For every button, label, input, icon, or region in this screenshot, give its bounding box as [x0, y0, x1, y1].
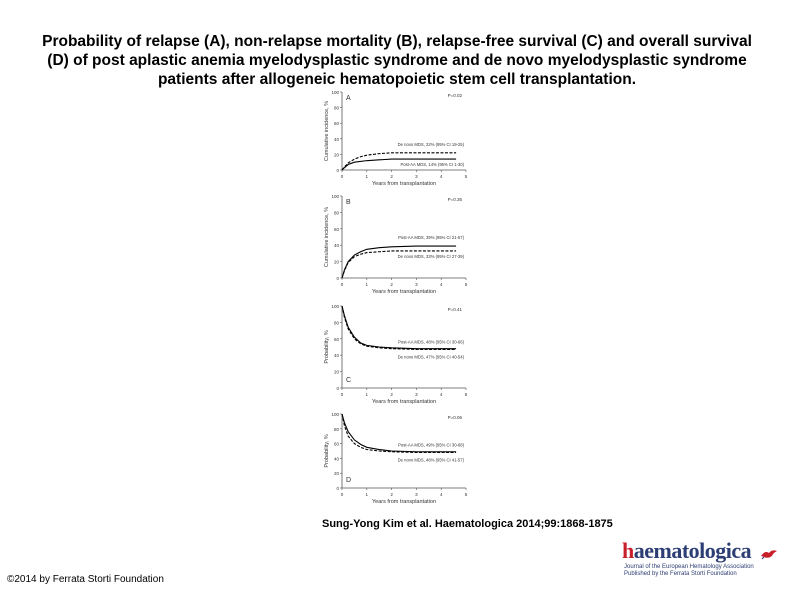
y-tick-label-d: 60 [333, 441, 339, 447]
y-tick-label-b: 60 [333, 226, 339, 232]
y-tick-label-d: 100 [331, 412, 339, 417]
series-label-c-1: De novo MDS, 47% (95% CI 40-54) [397, 354, 464, 360]
p-value-a: P=0.02 [447, 93, 462, 98]
figure-title [20, 32, 774, 89]
y-tick-label-b: 80 [333, 210, 339, 216]
x-tick-label-b: 1 [365, 282, 369, 287]
x-tick-label-b: 4 [439, 282, 443, 287]
panel-letter-c: C [346, 377, 352, 384]
x-tick-label-b: 2 [390, 282, 393, 287]
chart-panel-b [322, 190, 472, 298]
x-tick-label-b: 0 [340, 282, 344, 287]
copyright-notice: ©2014 by Ferrata Storti Foundation [7, 574, 164, 585]
y-tick-label-d: 0 [336, 486, 339, 491]
chart-panel-c [322, 300, 472, 408]
y-tick-label-c: 40 [333, 353, 339, 359]
chart-panel-a [322, 86, 472, 190]
chart-panel-d [322, 408, 472, 508]
y-axis-label-c: Probability, % [324, 330, 330, 364]
x-axis-label-a: Years from transplantation [372, 181, 436, 187]
citation: Sung-Yong Kim et al. Haematologica 2014;99:1868-1875 [322, 518, 613, 530]
series-label-a-1: Post-AA MDS, 14% (95% CI 1-30) [400, 162, 464, 168]
x-tick-label-a: 4 [439, 174, 443, 179]
y-tick-label-b: 0 [336, 276, 339, 281]
haematologica-logo[interactable] [608, 538, 783, 578]
y-tick-label-b: 20 [333, 259, 339, 265]
y-tick-label-d: 40 [333, 456, 339, 462]
x-tick-label-c: 5 [464, 392, 468, 397]
x-tick-label-a: 0 [340, 174, 344, 179]
x-axis-label-b: Years from transplantation [372, 289, 436, 295]
x-tick-label-d: 1 [365, 492, 369, 497]
y-tick-label-c: 100 [331, 304, 339, 309]
y-tick-label-c: 60 [333, 336, 339, 342]
p-value-b: P=0.36 [447, 197, 462, 202]
panel-letter-a: A [346, 95, 351, 102]
x-axis-label-d: Years from transplantation [372, 499, 436, 505]
y-tick-label-b: 100 [331, 194, 339, 199]
x-tick-label-a: 2 [390, 174, 393, 179]
x-tick-label-d: 3 [415, 492, 418, 497]
x-tick-label-c: 4 [439, 392, 443, 397]
x-tick-label-c: 1 [365, 392, 369, 397]
x-axis-label-c: Years from transplantation [372, 399, 436, 405]
logo-word-rest: aematologica [633, 538, 752, 563]
x-tick-label-a: 1 [365, 174, 369, 179]
x-tick-label-c: 0 [340, 392, 344, 397]
x-tick-label-a: 3 [415, 174, 418, 179]
panel-letter-b: B [346, 199, 351, 206]
y-tick-label-a: 100 [331, 90, 339, 95]
series-label-a-0: De novo MDS, 22% (95% CI 19-25) [397, 141, 464, 147]
bird-icon [760, 548, 778, 560]
title-line-1: Probability of relapse (A), non-relapse mortality (B), relapse-free survival (C) and overall survival [42, 33, 752, 50]
x-tick-label-d: 5 [464, 492, 468, 497]
chart-svg-b [322, 190, 472, 298]
logo-subtitle-journal: Journal of the European Hematology Association [624, 564, 754, 570]
y-tick-label-d: 20 [333, 471, 339, 477]
y-tick-label-c: 80 [333, 320, 339, 326]
y-tick-label-b: 40 [333, 243, 339, 249]
series-label-b-1: De novo MDS, 33% (95% CI 27-39) [397, 253, 464, 259]
series-label-d-1: De novo MDS, 48% (95% CI 41-57) [397, 457, 464, 463]
series-label-d-0: Post-AA MDS, 49% (95% CI 30-68) [398, 442, 464, 448]
y-axis-label-d: Probability, % [324, 434, 330, 468]
chart-svg-a [322, 86, 472, 190]
chart-svg-d [322, 408, 472, 508]
y-tick-label-c: 20 [333, 369, 339, 375]
y-tick-label-a: 20 [333, 152, 339, 158]
series-label-c-0: Post-AA MDS, 48% (95% CI 30-66) [398, 339, 464, 345]
y-tick-label-c: 0 [336, 386, 339, 391]
series-label-b-0: Post-AA MDS, 39% (95% CI 21-57) [398, 235, 464, 241]
chart-svg-c [322, 300, 472, 408]
y-axis-label-a: Cumulative incidence, % [324, 100, 330, 162]
logo-wordmark [622, 538, 751, 564]
y-tick-label-a: 80 [333, 105, 339, 111]
title-line-2: (D) of post aplastic anemia myelodysplastic syndrome and de novo myelodysplastic syndrome [47, 52, 747, 69]
y-tick-label-a: 60 [333, 121, 339, 127]
logo-subtitle-publisher: Published by the Ferrata Storti Foundation [624, 571, 737, 577]
title-line-3: patients after allogeneic hematopoietic stem cell transplantation. [157, 71, 637, 88]
x-tick-label-c: 2 [390, 392, 393, 397]
x-tick-label-d: 0 [340, 492, 344, 497]
x-tick-label-b: 3 [415, 282, 418, 287]
panel-letter-d: D [346, 477, 352, 484]
y-axis-label-b: Cumulative incidence, % [324, 206, 330, 268]
x-tick-label-d: 4 [439, 492, 443, 497]
y-tick-label-a: 0 [336, 168, 339, 173]
x-tick-label-d: 2 [390, 492, 393, 497]
y-tick-label-d: 80 [333, 426, 339, 432]
x-tick-label-a: 5 [464, 174, 468, 179]
logo-letter-h: h [622, 538, 634, 563]
x-tick-label-b: 5 [464, 282, 468, 287]
p-value-c: P=0.41 [447, 307, 462, 312]
y-tick-label-a: 40 [333, 136, 339, 142]
p-value-d: P=0.06 [447, 415, 462, 420]
x-tick-label-c: 3 [415, 392, 418, 397]
